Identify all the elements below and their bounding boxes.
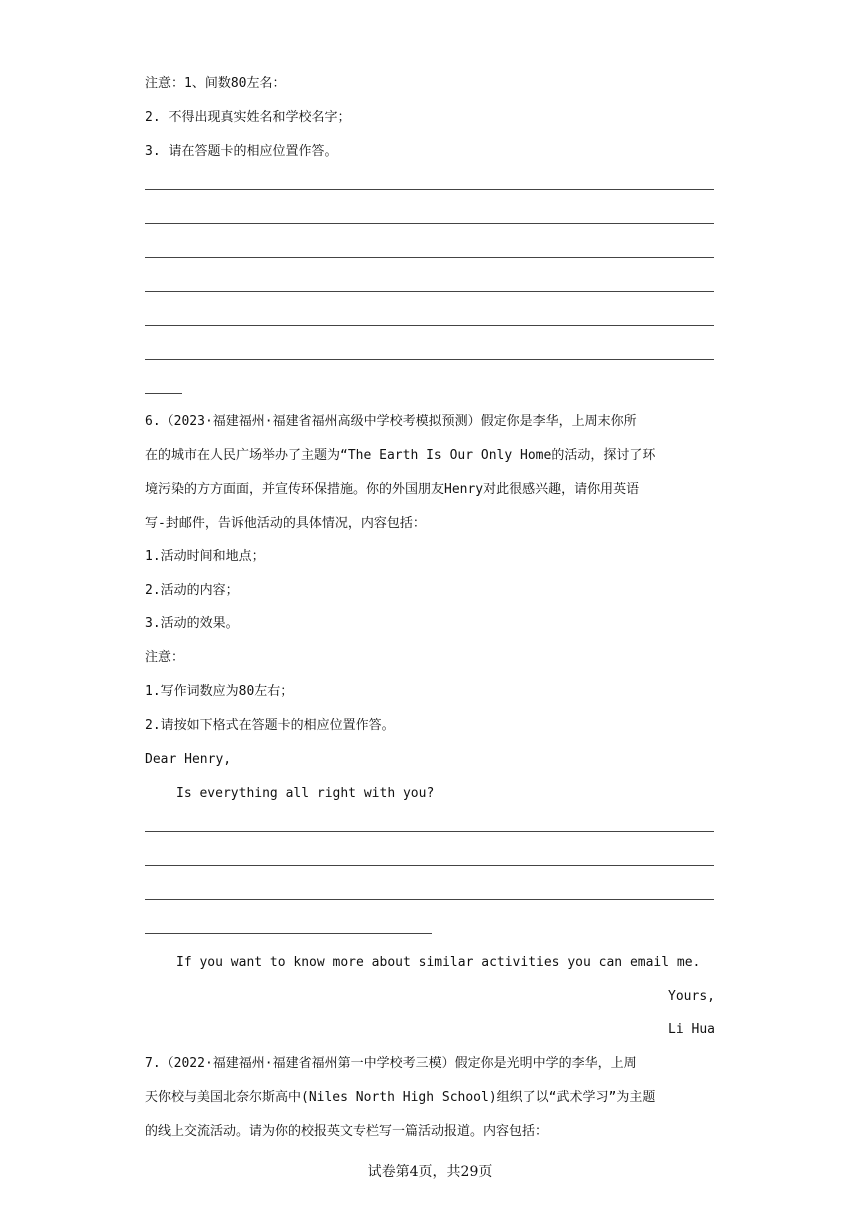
q6-prompt-line-1: 6.（2023·福建福州·福建省福州高级中学校考模拟预测）假定你是李华，上周末你所 <box>145 414 637 429</box>
q6-note-2: 2.请按如下格式在答题卡的相应位置作答。 <box>145 718 395 733</box>
q6-opening: Is everything all right with you? <box>176 786 435 801</box>
q6-note-1: 1.写作词数应为80左右； <box>145 684 294 699</box>
note-line-3: 3. 请在答题卡的相应位置作答。 <box>145 144 338 159</box>
q6-item-2: 2.活动的内容； <box>145 583 239 598</box>
q6-prompt-line-2: 在的城市在人民广场举办了主题为“The Earth Is Our Only Home的活动，探讨了环 <box>145 448 656 463</box>
answer-line <box>145 223 714 224</box>
q6-prompt-line-3: 境污染的方方面面，并宣传环保措施。你的外国朋友Henry对此很感兴趣，请你用英语 <box>145 482 640 497</box>
q6-signature: Li Hua <box>668 1022 715 1037</box>
q6-greeting: Dear Henry, <box>145 752 232 767</box>
answer-line-partial <box>145 933 432 934</box>
note-line-1: 注意：1、间数80左名： <box>145 76 286 91</box>
q6-sign-off: Yours, <box>668 989 715 1004</box>
answer-line <box>145 865 714 866</box>
q6-note-title: 注意： <box>145 650 185 665</box>
answer-line <box>145 831 714 832</box>
q6-closing: If you want to know more about similar activities you can email me. <box>176 955 701 970</box>
q7-prompt-line-1: 7.（2022·福建福州·福建省福州第一中学校考三模）假定你是光明中学的李华，上周 <box>145 1056 637 1071</box>
note-line-2: 2. 不得出现真实姓名和学校名字； <box>145 110 351 125</box>
page-footer: 试卷第4页，共29页 <box>367 1164 493 1180</box>
answer-line <box>145 257 714 258</box>
answer-line-short <box>145 393 182 394</box>
q7-prompt-line-3: 的线上交流活动。请为你的校报英文专栏写一篇活动报道。内容包括： <box>145 1124 549 1139</box>
q6-prompt-line-4: 写-封邮件，告诉他活动的具体情况，内容包括： <box>145 516 426 531</box>
answer-line <box>145 325 714 326</box>
answer-line <box>145 189 714 190</box>
q6-item-3: 3.活动的效果。 <box>145 616 239 631</box>
q6-item-1: 1.活动时间和地点； <box>145 549 265 564</box>
q7-prompt-line-2: 天你校与美国北奈尔斯高中(Niles North High School)组织了以“武术学习”为主题 <box>145 1090 656 1105</box>
answer-line <box>145 899 714 900</box>
answer-line <box>145 359 714 360</box>
answer-line <box>145 291 714 292</box>
